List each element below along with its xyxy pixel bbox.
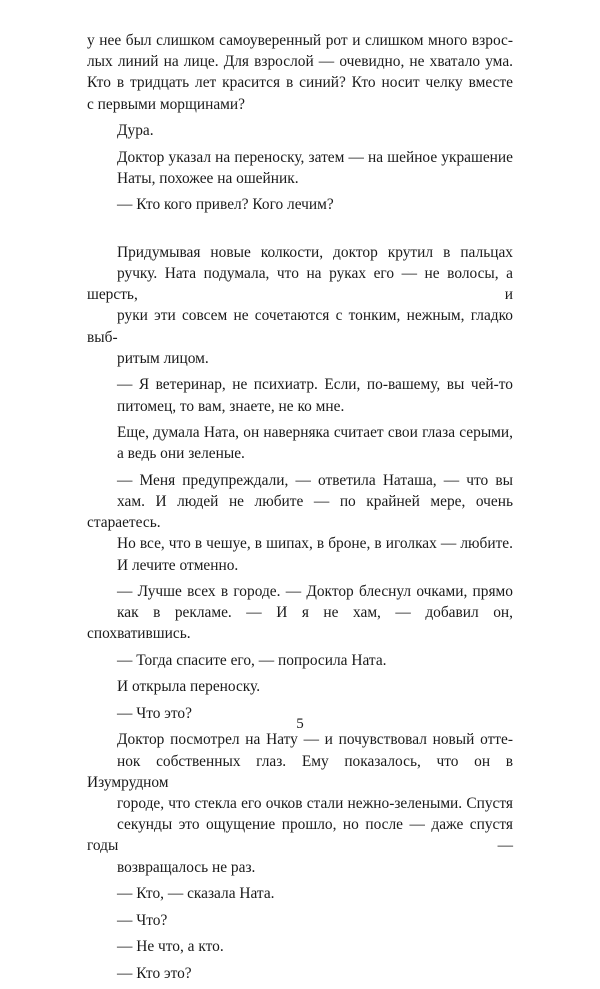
text-line: — Лучше всех в городе. — Доктор блеснул очками, прямо [117,583,513,601]
text-line: а ведь они зеленые. [117,445,245,463]
paragraph [87,374,513,416]
paragraph [87,194,513,215]
text-line: И лечите отменно. [117,556,239,574]
text-line: — Кто, — сказала Ната. [117,885,275,903]
text-line: питомец, то вам, знаете, не ко мне. [117,397,345,415]
paragraph [87,30,513,115]
book-page-text [87,30,513,989]
paragraph [87,470,513,576]
text-line: у нее был слишком самоуверенный рот и слишком много взрос- [87,32,513,49]
paragraph [87,910,513,931]
text-line: ручку. Ната подумала, что на руках его — не волосы, а шерсть, и [87,265,513,304]
text-line: как в рекламе. — И я не хам, — добавил он, спохватившись. [87,604,513,643]
text-line: городе, что стекла его очков стали нежно-зелеными. Спустя [117,795,513,813]
text-line: — Кто кого привел? Кого лечим? [117,196,334,214]
paragraph [87,936,513,957]
paragraph [87,120,513,141]
paragraph [87,963,513,984]
text-line: Еще, думала Ната, он наверняка считает свои глаза серыми, [117,424,513,442]
text-line: нок собственных глаз. Ему показалось, что он в Изумрудном [87,752,513,791]
text-line: Кто в тридцать лет красится в синий? Кто носит челку вместе [87,74,513,92]
paragraph [87,422,513,464]
text-line: — Меня предупреждали, — ответила Наташа, — что вы [117,471,513,489]
text-line: Но все, что в чешуе, в шипах, в броне, в иголках — любите. [117,535,513,553]
paragraph [87,883,513,904]
text-line: возвращалось не раз. [117,858,256,876]
text-line: — Я ветеринар, не психиатр. Если, по-вашему, вы чей-то [117,376,513,394]
text-line: руки эти совсем не сочетаются с тонким, нежным, гладко выб- [87,307,513,346]
text-line: — Что это? [117,704,192,722]
text-line: — Тогда спасите его, — попросила Ната. [117,651,387,669]
text-line: Придумывая новые колкости, доктор крутил в пальцах [117,243,513,261]
text-line: Наты, похожее на ошейник. [117,169,299,187]
text-line: Доктор посмотрел на Нату — и почувствовал новый отте- [117,731,513,749]
text-line: И открыла переноску. [117,678,261,696]
section-break [87,221,513,242]
text-line: Доктор указал на переноску, затем — на шейное украшение [117,148,513,166]
paragraph [87,581,513,645]
paragraph [87,676,513,697]
paragraph [87,650,513,671]
text-line: — Кто это? [117,964,192,982]
text-line: — Что? [117,911,168,929]
paragraph [87,147,513,189]
paragraph [87,242,513,369]
paragraph [87,729,513,877]
text-line: секунды это ощущение прошло, но после — даже спустя годы — [87,816,513,855]
text-line: лых линий на лице. Для взрослой — очевидно, не хватало ума. [87,53,513,71]
text-line: с первыми морщинами? [87,95,245,113]
page-number: 5 [296,716,304,732]
text-line: ритым лицом. [117,349,209,367]
text-line: Дура. [117,122,154,140]
text-line: — Не что, а кто. [117,938,224,956]
text-line: хам. И людей не любите — по крайней мере, очень стараетесь. [87,492,513,532]
